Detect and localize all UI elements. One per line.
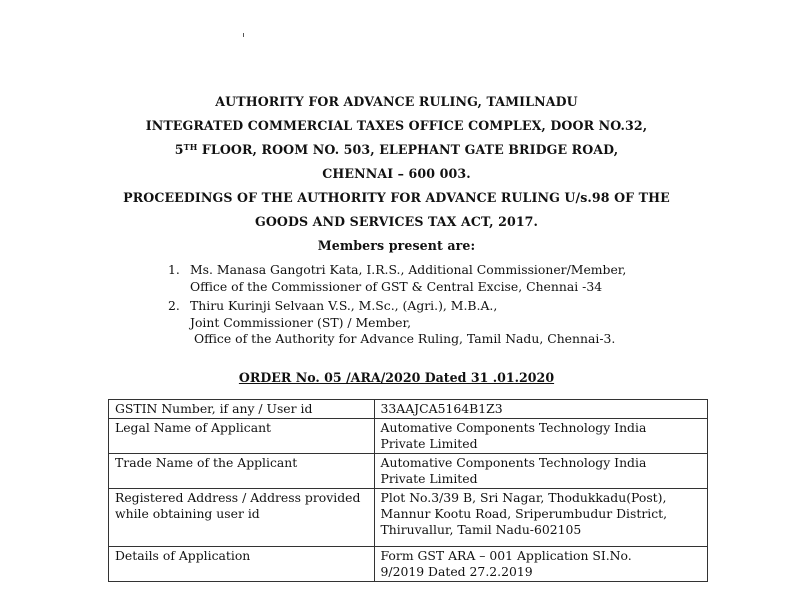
value-line: Private Limited [380, 471, 478, 486]
field-value [374, 400, 707, 419]
authority-title: AUTHORITY FOR ADVANCE RULING, TAMILNADU [215, 94, 578, 109]
field-value [374, 489, 707, 547]
field-value [374, 419, 707, 454]
value-line: 33AAJCA5164B1Z3 [380, 401, 503, 416]
office-complex-line: INTEGRATED COMMERCIAL TAXES OFFICE COMPLEX, DOOR NO.32, [145, 118, 648, 133]
field-value [374, 547, 707, 582]
floor-address-rest: FLOOR, ROOM NO. 503, ELEPHANT GATE BRIDGE ROAD, [197, 142, 619, 157]
floor-address-line [0, 142, 793, 157]
applicant-details-table [108, 399, 708, 582]
member-1 [168, 262, 626, 295]
value-line: Private Limited [380, 436, 478, 451]
value-line: 9/2019 Dated 27.2.2019 [380, 564, 533, 579]
floor-number: 5 [174, 142, 184, 157]
value-line: Automative Components Technology India [380, 420, 647, 435]
value-line: Form GST ARA – 001 Application SI.No. [380, 548, 632, 563]
member-2 [168, 298, 615, 348]
field-label: Legal Name of Applicant [109, 419, 375, 454]
member-office-line: Office of the Commissioner of GST & Central Excise, Chennai -34 [190, 278, 603, 294]
value-line: Mannur Kootu Road, Sriperumbudur District, [380, 506, 668, 521]
field-label: Trade Name of the Applicant [109, 454, 375, 489]
field-value [374, 454, 707, 489]
member-designation-line: Joint Commissioner (ST) / Member, [190, 314, 412, 330]
member-office-line: Office of the Authority for Advance Ruling, Tamil Nadu, Chennai-3. [194, 331, 616, 346]
table-row [109, 547, 708, 582]
value-line: Automative Components Technology India [380, 455, 647, 470]
field-label: GSTIN Number, if any / User id [109, 400, 375, 419]
member-number: 1. [168, 262, 180, 277]
value-line: Plot No.3/39 B, Sri Nagar, Thodukkadu(Post), [380, 490, 667, 505]
order-title: ORDER No. 05 /ARA/2020 Dated 31 .01.2020 [238, 370, 555, 385]
proceedings-line: PROCEEDINGS OF THE AUTHORITY FOR ADVANCE RULING U/s.98 OF THE [123, 190, 670, 205]
members-title: Members present are: [317, 238, 476, 253]
floor-suffix: TH [183, 142, 198, 152]
member-name-line: Thiru Kurinji Selvaan V.S., M.Sc., (Agri.), M.B.A., [190, 298, 498, 313]
table-row [109, 400, 708, 419]
scan-mark [243, 33, 244, 37]
gst-act-line: GOODS AND SERVICES TAX ACT, 2017. [254, 214, 539, 229]
field-label: Details of Application [109, 547, 375, 582]
city-line: CHENNAI – 600 003. [322, 166, 471, 181]
table-row [109, 454, 708, 489]
table-row [109, 489, 708, 547]
member-number: 2. [168, 298, 180, 313]
field-label: Registered Address / Address provided while obtaining user id [109, 489, 375, 547]
member-name-line: Ms. Manasa Gangotri Kata, I.R.S., Additional Commissioner/Member, [190, 262, 627, 277]
value-line: Thiruvallur, Tamil Nadu-602105 [380, 522, 582, 537]
table-row [109, 419, 708, 454]
